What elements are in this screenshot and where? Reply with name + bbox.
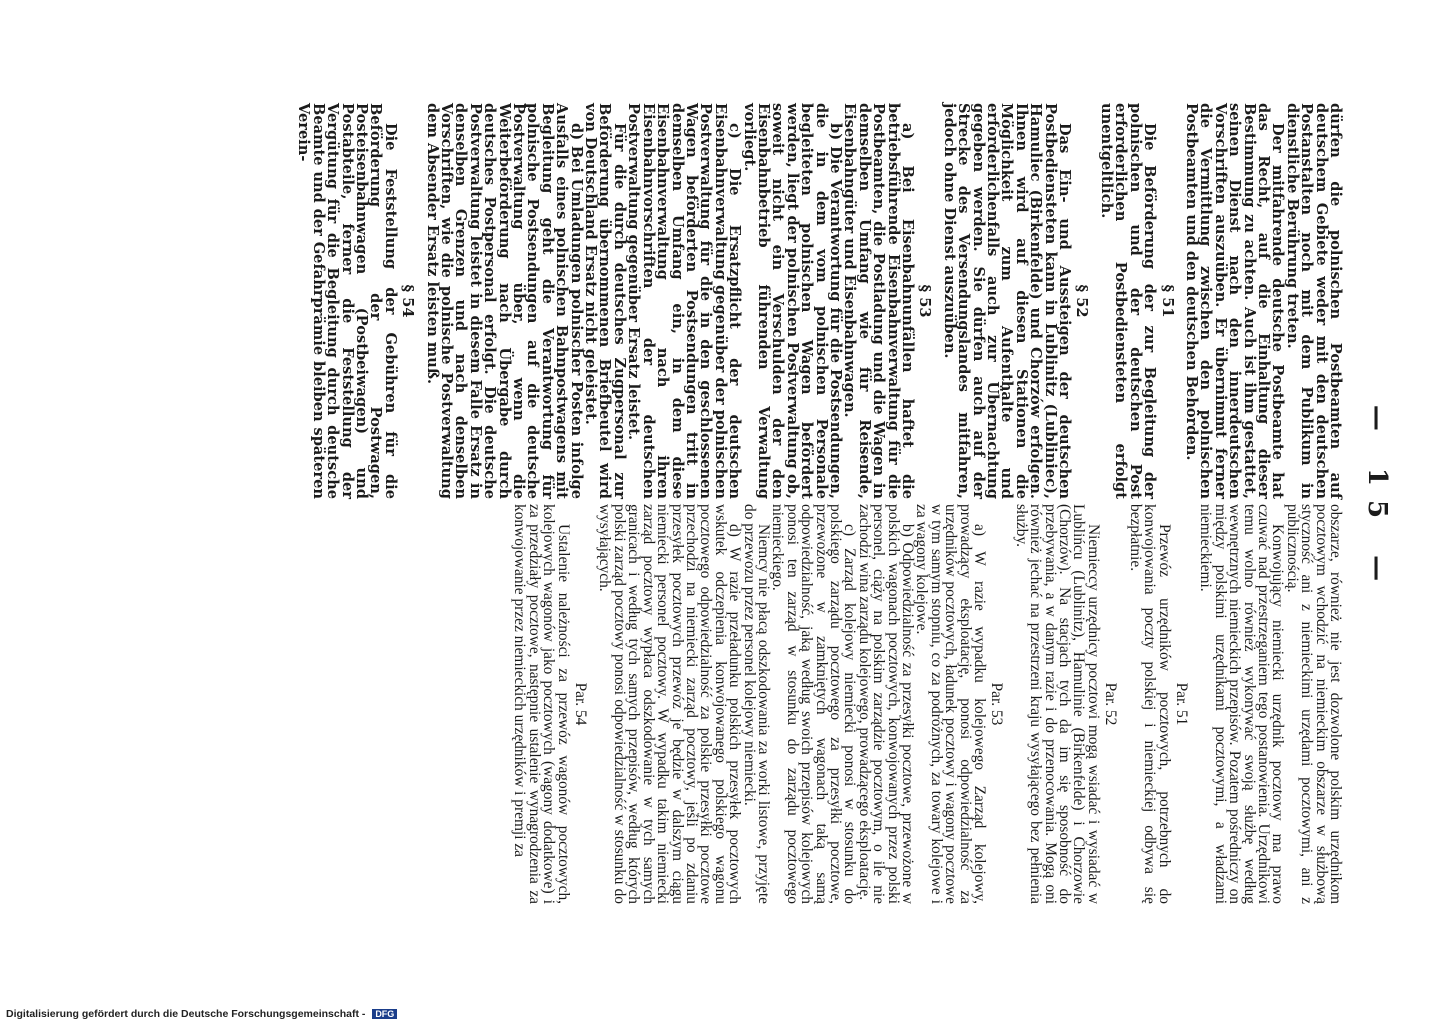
paragraph: d) W razie przeładunku polskich przesyłek pocztowych wskutek odczepienia konwojowanego polskiego wagonu pocztowego odpowiedzialność za polskie przesyłki pocztowe przechodzi na niemiecki zarząd pocztowy, jeśli po zdaniu przesyłek pocztowych przewóz je będzie w dalszym ciągu niemiecki personel pocztowy. W wypadku takim niemiecki zarząd pocztowy wypłaca odszkodowanie w tych samych granicach i według tych samych przepisów, według których polski zarząd pocztowy ponosi odpowiedzialność w stosunku do wysyłających.	[596, 504, 744, 904]
page-number: — 15 —	[1362, 404, 1392, 596]
section-heading: § 54	[399, 284, 417, 318]
paragraph: Niemcy nie płacą odszkodowania za worki listowe, przyjęte do przewozu przez personel kolejowy niemiecki.	[740, 504, 772, 904]
footer-credit: Digitalisierung gefördert durch die Deutsche Forschungsgemeinschaft -	[6, 1008, 366, 1020]
paragraph: Przewóz urzędników pocztowych, potrzebnych do konwojowania poczty polskiej i niemieckiej odbywa się bezpłatnie.	[1126, 504, 1173, 904]
section-heading: § 53	[916, 284, 934, 318]
paragraph: c) Die Ersatzpflicht der deutschen Eisenbahnverwaltung gegenüber der polnischen Postverwaltung für die in den geschlossenen Wagen beförderten Postsendungen tritt in demselben Umfang ein, in dem diese Eisenbahnverwaltung nach ihren Eisenbahnvorschriften der deutschen Postverwaltung gegenüber Ersatz leistet.	[625, 103, 744, 499]
paragraph: Der mitfahrende deutsche Postbeamte hat das Recht, auf die Einhaltung dieser Bestimmung zu achten. Auch ist ihm gestattet, seinen Dienst nach den innerdeutschen Vorschriften auszuüben. Er übernimmt ferner die Vermittlung zwischen den polnischen Postbeamten und den deutschen Behörden.	[1182, 103, 1287, 499]
section-heading: § 51	[1158, 284, 1176, 318]
paragraph: d) Bei Umladungen polnischer Posten infolge Ausfalls eines polnischen Bahnpostwagens mit Begleitung geht die Verantwortung für polnische Postsendungen auf die deutsche Postverwaltung über, wenn die Weiterbeförderung nach Übergabe durch deutsches Postpersonal erfolgt. Die deutsche Postverwaltung leistet in diesem Falle Ersatz in denselben Grenzen und nach denselben Vorschriften, wie die polnische Postverwaltung dem Absender Ersatz leisten muß.	[423, 103, 585, 499]
paragraph: Das Ein- und Aussteigen der deutschen Postbediensteten kann in Lublinitz (Lubliniec), Hamuliec (Birkenfelde) und Chorzów erfolgen. Ihnen wird auf diesen Stationen die Möglichkeit zum Aufenthalte und erforderlichenfalls auch zur Übernachtung gegeben werden. Sie dürfen auch auf der Strecke des Versendungslandes mitfahren, jedoch ohne Dienst auszuüben.	[940, 103, 1074, 499]
section-heading: Par. 52	[1102, 682, 1120, 726]
paragraph: Für die durch deutsches Zugpersonal zur Beförderung übernommenen Briefbeutel wird von Deutschland Ersatz nicht geleistet.	[582, 103, 628, 499]
paragraph: b) Odpowiedzialność za przesyłki pocztowe, przewożone w polskich wagonach pocztowych, konwojowanych przez polski personel, ciąży na polskim zarządzie pocztowym, o ile nie zachodzi wina zarządu kolejowego, prowadzącego eksploatację.	[855, 504, 917, 904]
section-heading: Par. 53	[988, 682, 1006, 726]
paragraph: b) Die Verantwortung für die Postsendungen, die in dem vom polnischen Personale begleiteten polnischen Wagen befördert werden, liegt der polnischen Postverwaltung ob, soweit nicht ein Verschulden der den Eisenbahnbetrieb führenden Verwaltung vorliegt.	[740, 103, 844, 499]
paragraph: Die Feststellung der Gebühren für die Beförderung der Postwagen, Posteisenbahnwagen (Postbeiwagen) und Postabteile, ferner die Feststellung der Vergütung für die Begleitung durch deutsche Beamte und der Gefahrprämie bleiben späteren Verein-	[295, 103, 399, 499]
digitization-footer	[0, 1008, 1434, 1026]
paragraph: c) Zarząd kolejowy niemiecki ponosi w stosunku do polskiego zarządu pocztowego za przesyłki pocztowe, przewożone w zamkniętych wagonach taką samą odpowiedzialność, jaką według swoich przepisów kolejowych ponosi ten zarząd w stosunku do zarządu pocztowego niemieckiego.	[769, 504, 859, 904]
paragraph: a) W razie wypadku kolejowego Zarząd kolejowy, prowadzący eksploatację, ponosi odpowiedzialność za urzędników pocztowych, ładunek pocztowy i wagony pocztowe w tym samym stopniu, co za podróżnych, za towary kolejowe i za wagony kolejowe.	[913, 504, 989, 904]
paragraph: Ustalenie należności za przewóz wagonów pocztowych, kolejowych wagonów jako pocztowych (wagony dodatkowe) i za przedziały pocztowe, następnie ustalenie wynagrodzenia za konwojowanie przez niemieckich urzędników i premji za	[511, 504, 572, 904]
german-text-column	[52, 103, 1342, 499]
section-heading: § 52	[1073, 284, 1091, 318]
paragraph: Konwojujący niemiecki urzędnik pocztowy ma prawo czuwać nad przestrzeganiem tego postanowienia. Urzędnikowi temu wolno również wykonywać swoją służbę według wewnętrznych niemieckich przepisów. Pozatem pośredniczy on między polskimi urzędnikami pocztowymi, a władzami niemieckiemi.	[1197, 504, 1287, 904]
dfg-logo: DFG	[372, 1009, 397, 1019]
paragraph: Niemieccy urzędnicy pocztowi mogą wsiadać i wysiadać w Lublińcu (Lublinitz), Hamulinie (Birkenfelde) i Chorzowie (Chorzów). Na stacjach tych da im się sposobność do przebywania, a w danym razie i do przenocowania. Mogą oni również jechać na przestrzeni kraju wysyłającego bez pełnienia służby.	[1012, 504, 1102, 904]
polish-text-column	[52, 504, 1342, 904]
section-heading: Par. 51	[1172, 682, 1190, 726]
paragraph: a) Bei Eisenbahnunfällen haftet die betriebsführende Eisenbahnverwaltung für die Postbeamten, die Postladung und die Wagen in demselben Umfang wie für Reisende, Eisenbahngüter und Eisenbahnwagen.	[841, 103, 917, 499]
paragraph: dürfen die polnischen Postbeamten auf deutschem Gebiete weder mit den deutschen Postanstalten noch mit dem Publikum in dienstliche Berührung treten.	[1283, 103, 1344, 499]
section-heading: Par. 54	[572, 682, 590, 726]
paragraph: obszarze, również nie jest dozwolone polskim urzędnikom pocztowym wchodzić na niemieckim obszarze w służbową styczność ani z niemieckimi urzędami pocztowymi, ani z publicznością.	[1283, 504, 1344, 904]
paragraph: Die Beförderung der zur Begleitung der polnischen und der deutschen Post erforderlichen Postbediensteten erfolgt unentgeltlich.	[1097, 103, 1159, 499]
